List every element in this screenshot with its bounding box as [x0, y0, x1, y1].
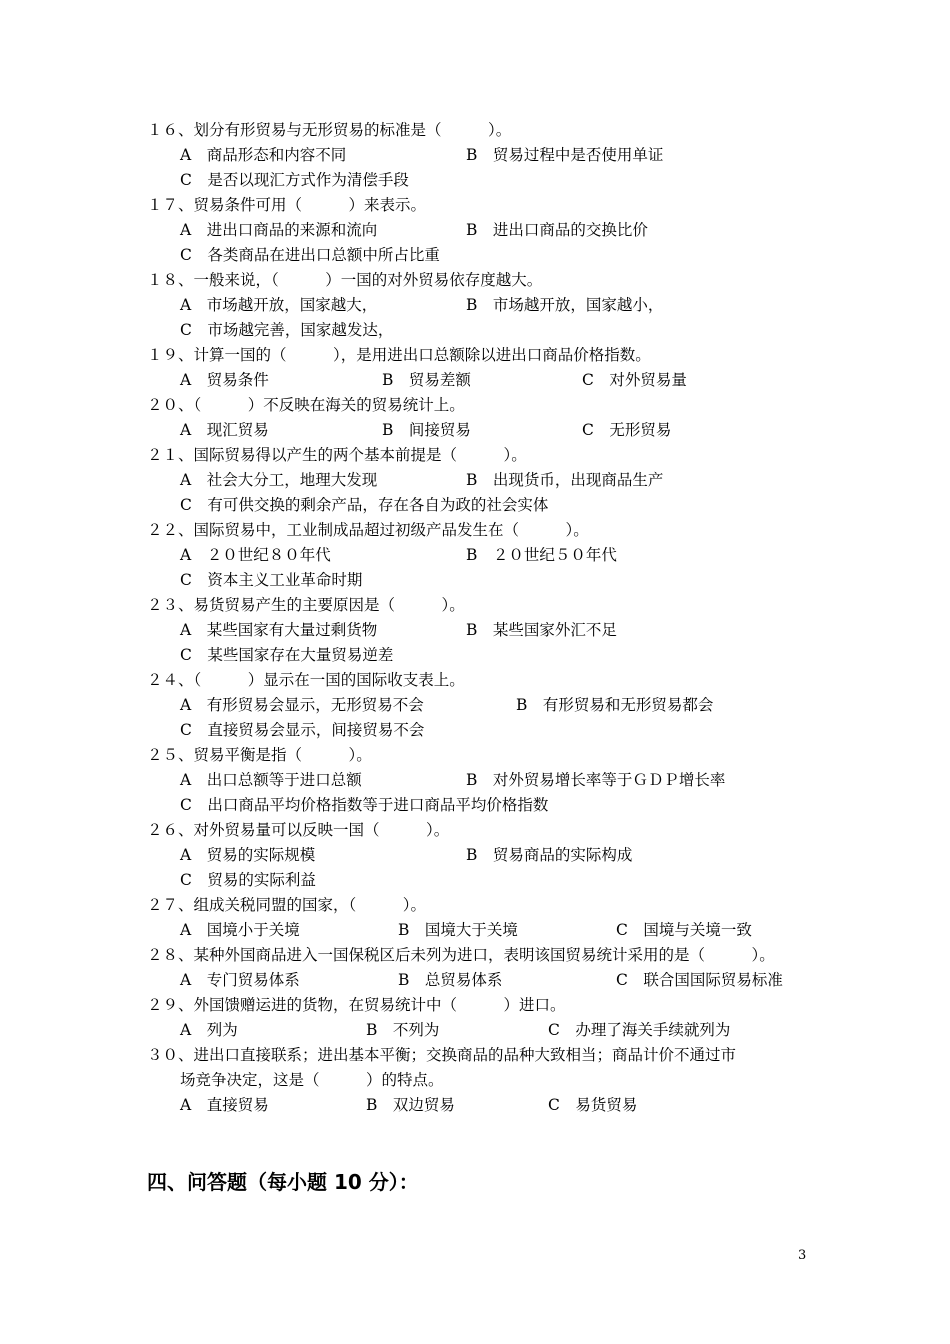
question-29-option-c: C 办理了海关手续就列为 [548, 1021, 731, 1039]
question-24-stem: ２４、（ ）显示在一国的国际收支表上。 [147, 671, 465, 689]
question-30-option-c: C 易货贸易 [548, 1096, 638, 1114]
question-26-option-b: B 贸易商品的实际构成 [466, 846, 633, 864]
question-25-option-c: C 出口商品平均价格指数等于进口商品平均价格指数 [180, 796, 549, 814]
question-22-option-c: C 资本主义工业革命时期 [180, 571, 363, 589]
question-22-option-a: A ２０世纪８０年代 [180, 546, 331, 564]
question-28-option-b: B 总贸易体系 [398, 971, 503, 989]
question-21-stem: ２１、国际贸易得以产生的两个基本前提是（ ）。 [147, 446, 527, 464]
question-23-option-c: C 某些国家存在大量贸易逆差 [180, 646, 394, 664]
question-27-option-b: B 国境大于关境 [398, 921, 518, 939]
question-24-option-a: A 有形贸易会显示，无形贸易不会 [180, 696, 424, 714]
question-29-option-b: B 不列为 [366, 1021, 440, 1039]
question-26-stem: ２６、对外贸易量可以反映一国（ ）。 [147, 821, 450, 839]
question-16-option-b: B 贸易过程中是否使用单证 [466, 146, 664, 164]
question-21-option-c: C 有可供交换的剩余产品，存在各自为政的社会实体 [180, 496, 549, 514]
question-29-option-a: A 列为 [180, 1021, 238, 1039]
question-21-option-a: A 社会大分工，地理大发现 [180, 471, 378, 489]
question-18-option-b: B 市场越开放，国家越小， [466, 296, 664, 314]
question-19-stem: １９、计算一国的（ ），是用进出口总额除以进出口商品价格指数。 [147, 346, 651, 364]
question-25-option-b: B 对外贸易增长率等于ＧＤＰ增长率 [466, 771, 726, 789]
question-18-stem: １８、一般来说，（ ）一国的对外贸易依存度越大。 [147, 271, 543, 289]
question-20-option-c: C 无形贸易 [582, 421, 672, 439]
question-23-option-b: B 某些国家外汇不足 [466, 621, 617, 639]
question-26-option-c: C 贸易的实际利益 [180, 871, 316, 889]
question-28-option-c: C 联合国国际贸易标准 [616, 971, 783, 989]
question-20-stem: ２０、（ ）不反映在海关的贸易统计上。 [147, 396, 465, 414]
question-27-stem: ２７、组成关税同盟的国家，（ ）。 [147, 896, 427, 914]
question-28-stem: ２８、某种外国商品进入一国保税区后未列为进口，表明该国贸易统计采用的是（ ）。 [147, 946, 775, 964]
question-28-option-a: A 专门贸易体系 [180, 971, 300, 989]
question-19-option-c: C 对外贸易量 [582, 371, 687, 389]
question-22-stem: ２２、国际贸易中，工业制成品超过初级产品发生在（ ）。 [147, 521, 589, 539]
question-17-option-c: C 各类商品在进出口总额中所占比重 [180, 246, 440, 264]
question-20-option-b: B 间接贸易 [382, 421, 471, 439]
question-25-stem: ２５、贸易平衡是指（ ）。 [147, 746, 372, 764]
question-16-stem: １６、划分有形贸易与无形贸易的标准是（ ）。 [147, 121, 512, 139]
section-heading: 四、问答题（每小题 10 分）： [147, 1170, 419, 1194]
question-23-stem: ２３、易货贸易产生的主要原因是（ ）。 [147, 596, 465, 614]
question-17-option-b: B 进出口商品的交换比价 [466, 221, 648, 239]
question-19-option-b: B 贸易差额 [382, 371, 471, 389]
question-27-option-a: A 国境小于关境 [180, 921, 300, 939]
question-18-option-a: A 市场越开放，国家越大， [180, 296, 378, 314]
question-24-option-c: C 直接贸易会显示，间接贸易不会 [180, 721, 425, 739]
question-30-stem-continued: 场竞争决定，这是（ ）的特点。 [180, 1071, 444, 1089]
question-17-option-a: A 进出口商品的来源和流向 [180, 221, 378, 239]
question-16-option-a: A 商品形态和内容不同 [180, 146, 347, 164]
question-17-stem: １７、贸易条件可用（ ）来表示。 [147, 196, 427, 214]
question-29-stem: ２９、外国馈赠运进的货物，在贸易统计中（ ）进口。 [147, 996, 566, 1014]
question-16-option-c: C 是否以现汇方式作为清偿手段 [180, 171, 409, 189]
question-21-option-b: B 出现货币，出现商品生产 [466, 471, 664, 489]
question-23-option-a: A 某些国家有大量过剩货物 [180, 621, 378, 639]
question-30-option-a: A 直接贸易 [180, 1096, 269, 1114]
question-25-option-a: A 出口总额等于进口总额 [180, 771, 362, 789]
question-20-option-a: A 现汇贸易 [180, 421, 269, 439]
question-24-option-b: B 有形贸易和无形贸易都会 [516, 696, 714, 714]
question-22-option-b: B ２０世纪５０年代 [466, 546, 617, 564]
question-18-option-c: C 市场越完善，国家越发达， [180, 321, 394, 339]
question-26-option-a: A 贸易的实际规模 [180, 846, 316, 864]
question-27-option-c: C 国境与关境一致 [616, 921, 752, 939]
question-30-stem: ３０、进出口直接联系；进出基本平衡；交换商品的品种大致相当；商品计价不通过市 [147, 1046, 737, 1064]
page-number: 3 [798, 1248, 807, 1263]
question-19-option-a: A 贸易条件 [180, 371, 269, 389]
question-30-option-b: B 双边贸易 [366, 1096, 455, 1114]
